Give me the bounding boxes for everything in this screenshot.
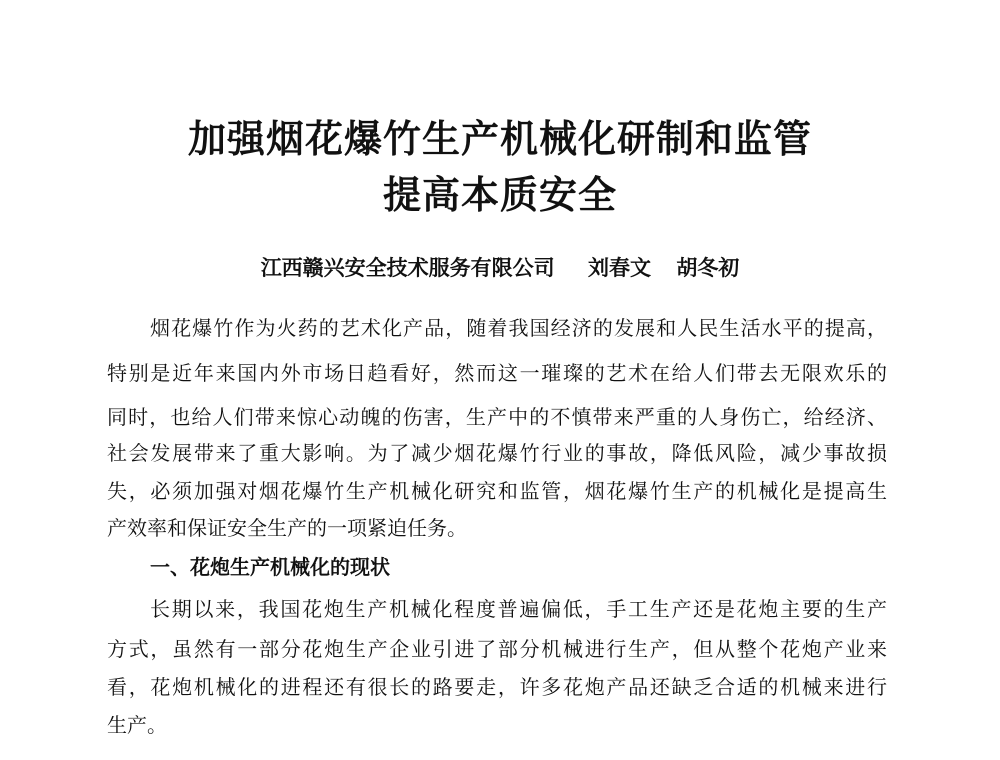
paragraph-line: 失，必须加强对烟花爆竹生产机械化研究和监管，烟花爆竹生产的机械化是提高生 [107, 479, 887, 503]
paragraph-line: 特别是近年来国内外市场日趋看好，然而这一璀璨的艺术在给人们带去无限欢乐的 [107, 361, 887, 385]
author-organization: 江西赣兴安全技术服务有限公司 [260, 255, 555, 280]
paragraph-line: 方式，虽然有一部分花炮生产企业引进了部分机械进行生产，但从整个花炮产业来 [107, 637, 887, 661]
paragraph-line: 生产。 [107, 713, 167, 737]
article-title-line-2: 提高本质安全 [382, 172, 617, 217]
byline [0, 254, 1000, 282]
paragraph-line: 长期以来，我国花炮生产机械化程度普遍偏低，手工生产还是花炮主要的生产 [150, 597, 887, 621]
paragraph-line: 同时，也给人们带来惊心动魄的伤害，生产中的不慎带来严重的人身伤亡，给经济、 [107, 405, 887, 429]
paragraph-line: 产效率和保证安全生产的一项紧迫任务。 [107, 516, 467, 540]
paragraph-line: 社会发展带来了重大影响。为了减少烟花爆竹行业的事故，降低风险，减少事故损 [107, 441, 887, 465]
author-name: 刘春文 [588, 255, 651, 280]
paragraph-line: 看，花炮机械化的进程还有很长的路要走，许多花炮产品还缺乏合适的机械来进行 [107, 675, 887, 699]
author-name: 胡冬初 [676, 255, 740, 280]
article-title-line-1: 加强烟花爆竹生产机械化研制和监管 [187, 116, 812, 161]
paragraph-line: 烟花爆竹作为火药的艺术化产品，随着我国经济的发展和人民生活水平的提高， [150, 316, 887, 340]
section-heading: 一、花炮生产机械化的现状 [150, 555, 390, 579]
